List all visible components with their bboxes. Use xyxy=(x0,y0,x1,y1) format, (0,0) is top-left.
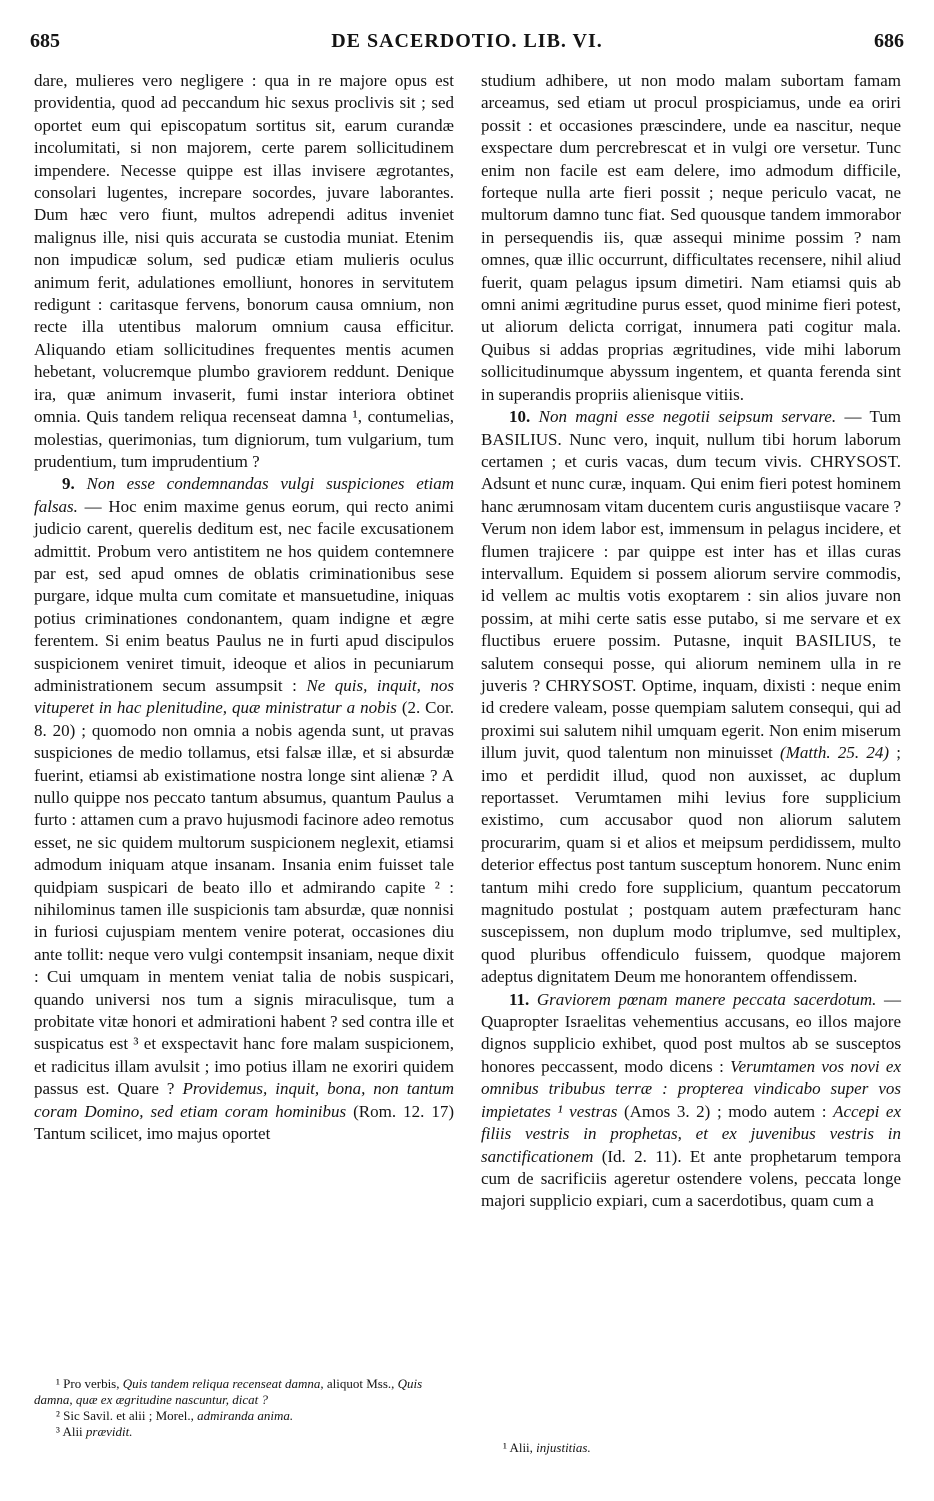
footnote-text: Sic Savil. et alii ; Morel., xyxy=(59,1408,198,1423)
footnote-text: Pro verbis, xyxy=(59,1376,123,1391)
section-text: . Et ante prophetarum tempora cum de sacrificiis ageretur ostendere volens, peccata longe majori supplicio expiari, cum a sacerdotibus, quam cum a xyxy=(481,1146,901,1211)
page-number-right: 686 xyxy=(874,30,904,52)
paragraph: studium adhibere, ut non modo malam subortam famam arceamus, sed etiam ut procul prospiciamus, unde ea oriri possit : et occasiones præscindere, unde ea nascitur, neque exspectare dum percrebrescat et in vulgi ore versetur. Tunc enim non facile est eam delere, imo admodum difficile, forteque nulla arte fieri possit ; neque periculo vacat, ne multorum damno tunc fiat. Sed quousque tandem immorabor in persequendis iis, quæ assequi minime possim ? nam omnes, quæ illic occurrunt, difficultates recensere, nihil aliud fuerit, quam pelagus ipsum dimetiri. Nam etiamsi quis ab omni animi ægritudine purus esset, quod minime fieri potest, ut aliorum delicta corrigat, innumera pati cogitur mala. Quibus si addas proprias ægritudines, vide mihi laborum sollicitudinumque abyssum ingentem, et quanta ferenda sint in superandis propriis alienisque vitiis. xyxy=(481,71,901,404)
footnote xyxy=(34,1408,454,1424)
section-text: ; imo et perdidit illud, quod non auxisset, ac duplum reportasset. Verumtamen mihi levius fore supplicium existimo, cum accusabor quod non aliorum salutem procurarim, quam si et alios et meipsum perdidissem, multo deterior effectus post tantum susceptum honorem. Nunc enim tantum mihi credo fore supplicium, quantum peccatorum magnitudo postulat ; postquam autem præfecturam hanc suscepissem, non duplum modo triplumve, sed multiplex, quod pluribus offendiculo fuissem, quodque majorem adeptus dignitatem Deum me honorantem offendissem. xyxy=(481,743,902,987)
section-11 xyxy=(481,989,901,1213)
section-number: 9. xyxy=(62,474,75,494)
right-column xyxy=(481,70,901,1213)
footnotes-right xyxy=(481,1440,901,1456)
scripture-reference: (Matth. 25. 24) xyxy=(780,743,890,763)
footnotes-left xyxy=(34,1376,454,1440)
scripture-reference: (2. Cor. 8. 20) xyxy=(34,698,454,740)
section-10 xyxy=(481,406,901,989)
footnote-italic: admiranda anima. xyxy=(197,1408,294,1423)
footnote xyxy=(481,1440,901,1456)
scripture-quote: Ne quis, inquit, nos vituperet in hac plenitudine, quæ ministratur a nobis xyxy=(34,675,454,718)
section-title: Graviorem pœnam manere peccata sacerdotum. xyxy=(536,989,877,1009)
section-text: ; quomodo non omnia a nobis agenda sunt, ut pravas suspiciones de medio tollamus, etsi falsæ illæ, et si absurdæ fuerint, etiamsi ab existimatione nostra longe sint alienæ ? A nullo quippe nos peccato tantum absumus, quantum Paulus a furto : attamen cum a pravo hujusmodi facinore adeo remotus esset, ne sic quidem multorum suspicionem neglexit, etiamsi admodum iniquam atque insanam. Insania enim fuisset tale quidpiam suspicari de beato illo et admirando capite ² : nihilominus tamen ille suspicionis tam absurdæ, quæ nonnisi in furiosi cujuspiam mentem venire poterat, occasiones diu ante tollit: neque vero vulgi contempsit insaniam, neque dixit : Cui umquam in mentem veniat talia de nobis suspicari, quando universi nos tum a signis miraculisque, tum a probitate vitæ honori et admirationi habent ? sed contra ille et suspicatus est ³ et exspectavit hanc fore malam suspicionem, et radicitus illam avulsit ; imo potius illam ne exoriri quidem passus est. Quare ? xyxy=(34,720,455,1099)
section-text: Tantum scilicet, imo majus oportet xyxy=(34,1124,271,1144)
section-text: ; modo autem : xyxy=(710,1101,834,1121)
section-text: — Quapropter Israelitas vehementius accusans, eo illos majore dignos supplicio exhibet, quod post multos ab se susceptos honores peccassent, modo dicens : xyxy=(481,989,901,1076)
footnote-mark: ² xyxy=(56,1408,60,1423)
page-header xyxy=(30,30,904,58)
section-number: 10. xyxy=(509,407,531,427)
scripture-quote: Accepi ex filiis vestris in prophetas, et ex juvenibus vestris in sanctificationem xyxy=(481,1101,901,1166)
footnote-mark: ¹ xyxy=(56,1376,60,1391)
section-title: Non esse condemnandas vulgi suspiciones etiam falsas. xyxy=(34,474,454,516)
section-number: 11. xyxy=(509,989,530,1009)
footnote xyxy=(34,1376,454,1408)
left-column xyxy=(34,70,454,1146)
footnote-italic: prævidit. xyxy=(85,1424,133,1439)
section-text: — Hoc enim maxime genus eorum, qui recto animi judicio carent, querelis deditum est, nec facile excusationem admittit. Probum vero antistitem ne hos quidem contemnere par est, sed apud omnes de oblatis criminationibus sese purgare, idque multa cum comitate et mansuetudine, iniquas potius criminationes condonantem, quam indigne et ægre ferentem. Si enim beatus Paulus ne in furti apud discipulos suspicionem veniret timuit, ideoque et alios in pecuniarum administrationem secum assumpsit : xyxy=(34,496,454,695)
scripture-quote: Providemus, inquit, bona, non tantum coram Domino, sed etiam coram hominibus xyxy=(34,1079,454,1121)
footnote-text: aliquot Mss., xyxy=(323,1376,398,1391)
section-title: Non magni esse negotii seipsum servare. xyxy=(538,407,837,427)
footnote-text: Alii, xyxy=(506,1440,537,1455)
section-9 xyxy=(34,473,454,1145)
footnote-mark: ¹ xyxy=(503,1440,507,1455)
scripture-reference: (Id. 2. 11) xyxy=(593,1146,678,1166)
footnote-italic: Quis tandem reliqua recenseat damna, xyxy=(122,1376,324,1391)
running-head: DE SACERDOTIO. LIB. VI. xyxy=(331,30,603,52)
paragraph: dare, mulieres vero negligere : qua in re majore opus est providentia, quod ad peccandum hic sexus proclivis sit ; sed oportet eum qui episcopatum sortitus sit, earum curandæ incolumitati, si non majorem, certe parem sollicitudinem impendere. Necesse quippe est illas invisere ægrotantes, consolari lugentes, increpare socordes, juvare laborantes. Dum hæc vero fiunt, multos adrependi aditus inveniet malignus ille, nisi quis accurata se custodia muniat. Etenim non impudicæ solum, sed pudicæ etiam mulieris oculus animum ferit, adulationes emolliunt, honores in servitutem redigunt : caritasque fervens, bonorum causa omnium, non recte illa utentibus malorum omnium causa efficitur. Aliquando etiam sollicitudines frequentes mentis acumen hebetant, volucremque plumbo graviorem reddunt. Denique ira, quæ animum invaserit, fumi instar interiora obtinet omnia. Quis tandem reliqua recenseat damna ¹, contumelias, molestias, querimonias, tum digniorum, tum vulgarium, tum prudentium, tum imprudentium ? xyxy=(34,71,454,471)
scripture-reference: (Amos 3. 2) xyxy=(617,1101,711,1121)
page-number-left: 685 xyxy=(30,30,60,52)
scripture-quote: Verumtamen vos novi ex omnibus tribubus terræ : propterea vindicabo super vos impietates ¹ vestras xyxy=(481,1056,901,1121)
scripture-reference: (Rom. 12. 17) xyxy=(346,1101,455,1121)
footnote-italic: injustitias. xyxy=(536,1440,591,1455)
footnote-italic: Quis damna, quæ ex ægritudine nascuntur, dicat ? xyxy=(34,1376,423,1407)
footnote-text: Alii xyxy=(59,1424,86,1439)
footnote xyxy=(34,1424,454,1440)
footnote-mark: ³ xyxy=(56,1424,60,1439)
section-text: — Tum BASILIUS. Nunc vero, inquit, nullum tibi horum laborum certamen ; et curis vacas, dum tecum vivis. CHRYSOST. Adsunt et nunc curæ, inquam. Qui enim fieri potest hominem hanc ærumnosam vitam ducentem curis angustiisque vacare ? Verum non idem labor est, immensum in pelagus incidere, et flumen trajicere : par quippe est inter has et illas curas intervallum. Equidem si possem aliorum servire commodis, id vellem ac multis votis exoptarem : sin alios juvare non possim, at mihi certe satis esse putabo, si me servare et ex fluctibus eruere possim. Putasne, inquit BASILIUS, te salutem consequi posse, qui aliorum neminem ulla in re juveris ? CHRYSOST. Optime, inquam, dixisti : neque enim id credere valeam, posse quempiam salutem consequi, qui ad proximi sui salutem nihil umquam egerit. Non enim miserum illum juvit, quod talentum non minuisset xyxy=(481,407,902,763)
